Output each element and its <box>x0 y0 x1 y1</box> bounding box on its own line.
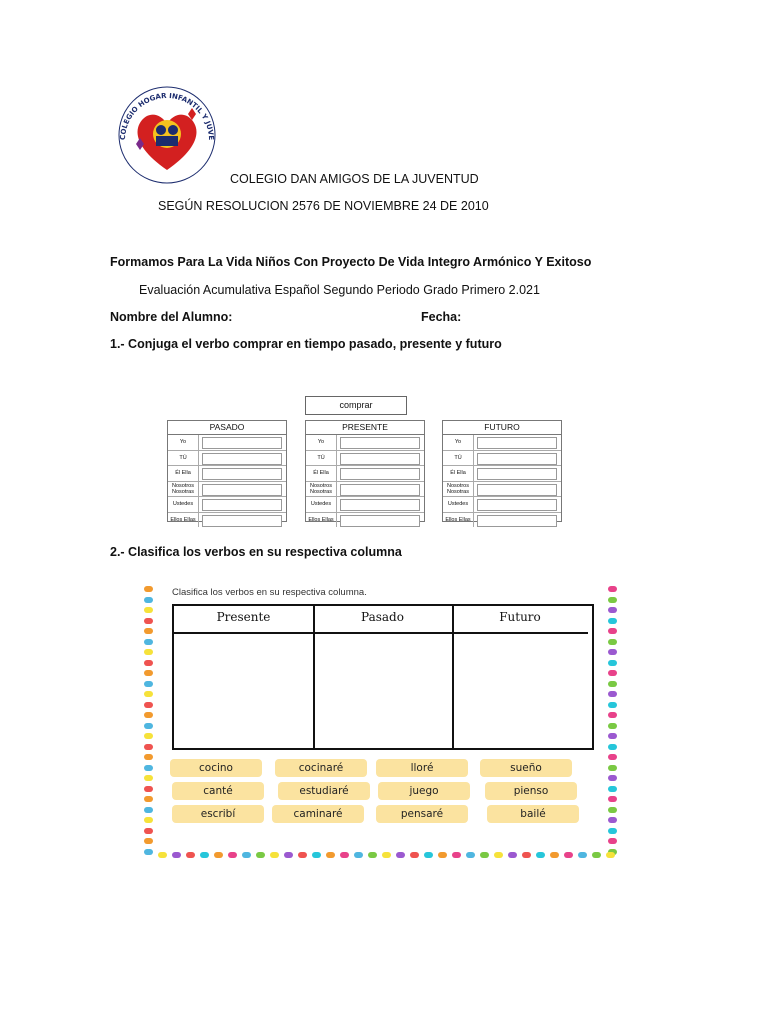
question-2: 2.- Clasifica los verbos en su respectiva columna <box>110 545 402 559</box>
border-dot <box>536 852 545 858</box>
school-name: COLEGIO DAN AMIGOS DE LA JUVENTUD <box>230 172 479 186</box>
border-dot <box>144 618 153 624</box>
border-dot <box>550 852 559 858</box>
verb-chip[interactable]: escribí <box>172 805 264 823</box>
answer-field[interactable] <box>340 437 420 449</box>
column-pasado <box>313 606 454 748</box>
pronoun-label: Ustedes <box>306 497 337 512</box>
border-dot <box>608 702 617 708</box>
answer-field[interactable] <box>340 515 420 527</box>
border-dot <box>608 807 617 813</box>
border-dot <box>298 852 307 858</box>
conjugation-row <box>306 435 424 451</box>
border-dot <box>608 765 617 771</box>
pronoun-label: Él Ella <box>306 466 337 481</box>
motto: Formamos Para La Vida Niños Con Proyecto De Vida Integro Armónico Y Exitoso <box>110 255 592 269</box>
border-dot <box>608 754 617 760</box>
classification-worksheet <box>140 580 626 870</box>
pronoun-label: Ellos Ellas <box>168 513 199 528</box>
border-dot <box>608 786 617 792</box>
border-dot <box>608 838 617 844</box>
border-dot <box>410 852 419 858</box>
border-dot <box>228 852 237 858</box>
border-dot <box>608 712 617 718</box>
border-dot <box>270 852 279 858</box>
border-dot <box>144 796 153 802</box>
border-dot <box>144 838 153 844</box>
conjugation-row <box>443 482 561 498</box>
border-dot <box>284 852 293 858</box>
border-dot <box>608 817 617 823</box>
pronoun-label: Ustedes <box>443 497 474 512</box>
column-header: Presente <box>174 606 313 634</box>
answer-field[interactable] <box>477 515 557 527</box>
border-dot <box>396 852 405 858</box>
column-header: Futuro <box>452 606 588 634</box>
conjugation-worksheet <box>165 392 563 524</box>
border-dot <box>382 852 391 858</box>
border-dot <box>608 639 617 645</box>
border-dot <box>144 786 153 792</box>
border-dot <box>340 852 349 858</box>
border-dot <box>186 852 195 858</box>
answer-field[interactable] <box>340 468 420 480</box>
conjugation-row <box>168 466 286 482</box>
answer-field[interactable] <box>202 437 282 449</box>
border-dot <box>608 649 617 655</box>
answer-field[interactable] <box>477 499 557 511</box>
verb-box: comprar <box>305 396 407 415</box>
border-dot <box>144 817 153 823</box>
verb-chip[interactable]: caminaré <box>272 805 364 823</box>
border-dot <box>608 723 617 729</box>
pronoun-label: Nosotros Nosotras <box>306 482 337 497</box>
conjugation-row <box>443 466 561 482</box>
border-dot <box>144 723 153 729</box>
border-dot <box>438 852 447 858</box>
border-dot <box>144 807 153 813</box>
border-dot <box>312 852 321 858</box>
border-dot <box>480 852 489 858</box>
column-header: Pasado <box>313 606 452 634</box>
column-presente <box>174 606 315 748</box>
border-dot <box>608 828 617 834</box>
conjugation-row <box>168 451 286 467</box>
border-dot <box>452 852 461 858</box>
pronoun-label: Yo <box>306 435 337 450</box>
school-logo <box>108 84 226 186</box>
tense-table-pasado <box>167 420 287 522</box>
tense-table-futuro <box>442 420 562 522</box>
verb-chip[interactable]: cocino <box>170 759 262 777</box>
logo-text: COLEGIO HOGAR INFANTIL Y JUVE <box>118 91 216 141</box>
conjugation-row <box>306 497 424 513</box>
border-dot <box>144 765 153 771</box>
border-dot <box>608 691 617 697</box>
border-dot <box>608 607 617 613</box>
border-dot <box>608 628 617 634</box>
column-futuro <box>452 606 588 748</box>
answer-field[interactable] <box>477 437 557 449</box>
question-1: 1.- Conjuga el verbo comprar en tiempo pasado, presente y futuro <box>110 337 502 351</box>
tense-header: PRESENTE <box>306 421 424 435</box>
border-dot <box>144 607 153 613</box>
border-dot <box>608 796 617 802</box>
border-dot <box>144 733 153 739</box>
conjugation-row <box>168 435 286 451</box>
border-dot <box>144 775 153 781</box>
border-dot <box>144 597 153 603</box>
border-dot <box>608 670 617 676</box>
pronoun-label: Ellos Ellas <box>306 513 337 528</box>
border-dot <box>214 852 223 858</box>
conjugation-row <box>443 451 561 467</box>
border-dot <box>144 670 153 676</box>
border-dot <box>508 852 517 858</box>
date-label: Fecha: <box>421 310 462 324</box>
worksheet-instruction: Clasifica los verbos en su respectiva columna. <box>172 587 367 598</box>
verb-chip[interactable]: sueño <box>480 759 572 777</box>
resolution-text: SEGÚN RESOLUCION 2576 DE NOVIEMBRE 24 DE 2010 <box>158 199 489 213</box>
conjugation-row <box>168 497 286 513</box>
conjugation-row <box>306 513 424 528</box>
answer-field[interactable] <box>340 499 420 511</box>
conjugation-row <box>306 466 424 482</box>
border-dot <box>608 681 617 687</box>
conjugation-row <box>306 482 424 498</box>
answer-field[interactable] <box>202 499 282 511</box>
border-dot <box>522 852 531 858</box>
border-dot <box>256 852 265 858</box>
border-dot <box>578 852 587 858</box>
answer-field[interactable] <box>202 453 282 465</box>
classification-table <box>172 604 594 750</box>
border-dot <box>608 597 617 603</box>
conjugation-row <box>443 513 561 528</box>
answer-field[interactable] <box>340 453 420 465</box>
tense-table-presente <box>305 420 425 522</box>
verb-chip[interactable]: pienso <box>485 782 577 800</box>
border-dot <box>144 660 153 666</box>
pronoun-label: Yo <box>168 435 199 450</box>
border-dot <box>424 852 433 858</box>
border-dot <box>608 660 617 666</box>
border-dot <box>144 849 153 855</box>
border-dot <box>144 744 153 750</box>
answer-field[interactable] <box>202 484 282 496</box>
border-dot <box>564 852 573 858</box>
border-dot <box>144 639 153 645</box>
border-dot <box>368 852 377 858</box>
border-dot <box>608 586 617 592</box>
verb-chip[interactable]: bailé <box>487 805 579 823</box>
border-dot <box>466 852 475 858</box>
answer-field[interactable] <box>202 468 282 480</box>
verb-chip[interactable]: canté <box>172 782 264 800</box>
conjugation-row <box>443 497 561 513</box>
student-name-label: Nombre del Alumno: <box>110 310 233 324</box>
border-dot <box>200 852 209 858</box>
border-dot <box>608 744 617 750</box>
border-dot <box>144 681 153 687</box>
conjugation-row <box>306 451 424 467</box>
border-dot <box>144 649 153 655</box>
border-dot <box>172 852 181 858</box>
border-dot <box>606 852 615 858</box>
pronoun-label: Ustedes <box>168 497 199 512</box>
answer-field[interactable] <box>340 484 420 496</box>
tense-header: FUTURO <box>443 421 561 435</box>
conjugation-row <box>168 482 286 498</box>
verb-chip[interactable]: lloré <box>376 759 468 777</box>
border-dot <box>608 733 617 739</box>
pronoun-label: Yo <box>443 435 474 450</box>
verb-chip[interactable]: juego <box>378 782 470 800</box>
verb-chip[interactable]: pensaré <box>376 805 468 823</box>
pronoun-label: Nosotros Nosotras <box>168 482 199 497</box>
border-dot <box>144 691 153 697</box>
pronoun-label: Ellos Ellas <box>443 513 474 528</box>
border-dot <box>494 852 503 858</box>
border-dot <box>592 852 601 858</box>
border-dot <box>158 852 167 858</box>
conjugation-row <box>168 513 286 528</box>
answer-field[interactable] <box>202 515 282 527</box>
border-dot <box>326 852 335 858</box>
border-dot <box>608 775 617 781</box>
border-dot <box>144 754 153 760</box>
conjugation-row <box>443 435 561 451</box>
answer-field[interactable] <box>477 453 557 465</box>
verb-chip[interactable]: estudiaré <box>278 782 370 800</box>
pronoun-label: Nosotros Nosotras <box>443 482 474 497</box>
exam-title: Evaluación Acumulativa Español Segundo Periodo Grado Primero 2.021 <box>139 283 540 297</box>
pronoun-label: TÚ <box>306 451 337 466</box>
border-dot <box>144 628 153 634</box>
pronoun-label: TÚ <box>443 451 474 466</box>
pronoun-label: Él Ella <box>443 466 474 481</box>
border-dot <box>144 828 153 834</box>
verb-chip[interactable]: cocinaré <box>275 759 367 777</box>
border-dot <box>242 852 251 858</box>
pronoun-label: TÚ <box>168 451 199 466</box>
border-dot <box>144 702 153 708</box>
pronoun-label: Él Ella <box>168 466 199 481</box>
tense-header: PASADO <box>168 421 286 435</box>
answer-field[interactable] <box>477 468 557 480</box>
border-dot <box>608 618 617 624</box>
border-dot <box>144 712 153 718</box>
border-dot <box>144 586 153 592</box>
answer-field[interactable] <box>477 484 557 496</box>
border-dot <box>354 852 363 858</box>
